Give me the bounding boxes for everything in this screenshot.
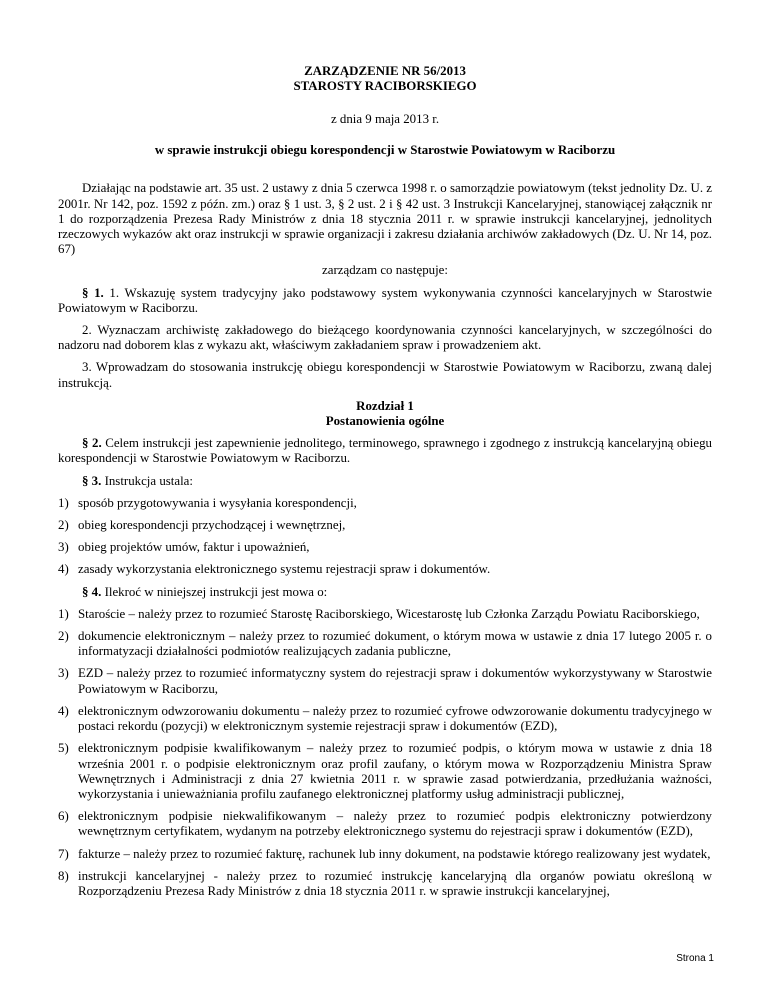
section-3-list bbox=[58, 496, 712, 578]
section-1-paragraph-1 bbox=[58, 286, 712, 316]
decree-clause: zarządzam co następuje: bbox=[322, 263, 448, 278]
chapter-number: Rozdział 1 bbox=[356, 398, 414, 413]
list-item bbox=[58, 518, 712, 533]
section-3-label: § 3. bbox=[82, 473, 102, 488]
list-item-number: 1) bbox=[58, 495, 69, 510]
list-item bbox=[58, 809, 712, 839]
list-item bbox=[58, 629, 712, 659]
list-item-number: 4) bbox=[58, 703, 69, 718]
section-2-text: Celem instrukcji jest zapewnienie jednolitego, terminowego, sprawnego i zgodnego z instrukcją kancelaryjną obiegu korespondencji w Starostwie Powiatowym w Raciborzu. bbox=[58, 436, 712, 466]
list-item bbox=[58, 847, 712, 862]
list-item bbox=[58, 562, 712, 577]
list-item-text: Staroście – należy przez to rozumieć Starostę Raciborskiego, Wicestarostę lub Członka Zarządu Powiatu Raciborskiego, bbox=[78, 606, 700, 621]
list-item-number: 3) bbox=[58, 666, 69, 681]
list-item bbox=[58, 540, 712, 555]
list-item-text: EZD – należy przez to rozumieć informatyczny system do rejestracji spraw i dokumentów wykorzystywany w Starostwie Powiatowym w Raciborzu, bbox=[78, 666, 712, 696]
section-3-text: Instrukcja ustala: bbox=[101, 473, 193, 488]
list-item-number: 7) bbox=[58, 846, 69, 861]
list-item-number: 6) bbox=[58, 809, 69, 824]
list-item-number: 2) bbox=[58, 629, 69, 644]
page-number: Strona 1 bbox=[676, 953, 714, 964]
section-1-label: § 1. bbox=[82, 285, 104, 300]
list-item-text: instrukcji kancelaryjnej - należy przez to rozumieć instrukcję kancelaryjną dla organów powiatu określoną w Rozporządzeniu Prezesa Rady Ministrów z dnia 18 stycznia 2011 r. w sprawie instrukcji kancelaryjnej, bbox=[78, 868, 712, 898]
list-item bbox=[58, 496, 712, 511]
list-item bbox=[58, 741, 712, 802]
list-item-text: obieg korespondencji przychodzącej i wewnętrznej, bbox=[78, 518, 346, 533]
list-item-text: elektronicznym odwzorowaniu dokumentu – należy przez to rozumieć cyfrowe odwzorowanie dokumentu tradycyjnego w postaci rekordu (pozycji) w elektronicznym systemie rejestracji spraw i dokumentów (EZD), bbox=[78, 703, 712, 734]
list-item-text: zasady wykorzystania elektronicznego systemu rejestracji spraw i dokumentów. bbox=[78, 562, 491, 577]
section-2-label: § 2. bbox=[82, 436, 102, 451]
section-3-paragraph bbox=[58, 474, 712, 489]
section-2-paragraph bbox=[58, 436, 712, 466]
list-item-number: 4) bbox=[58, 562, 69, 577]
list-item bbox=[58, 666, 712, 696]
list-item-number: 8) bbox=[58, 868, 69, 883]
list-item bbox=[58, 704, 712, 734]
legal-basis-paragraph: Działając na podstawie art. 35 ust. 2 ustawy z dnia 5 czerwca 1998 r. o samorządzie powiatowym (tekst jednolity Dz. U. z 2001r. Nr 142, poz. 1592 z późn. zm.) oraz § 1 ust. 3, § 2 ust. 2 i § 42 ust. 3 Instrukcji Kancelaryjnej, stanowiącej załącznik nr 1 do rozporządzenia Prezesa Rady Ministrów z dnia 18 stycznia 2011 r. w sprawie instrukcji kancelaryjnej, jednolitych rzeczowych wykazów akt oraz instrukcji w sprawie organizacji i zakresu działania archiwów zakładowych (Dz. U. Nr 14, poz. 67) bbox=[58, 181, 713, 257]
list-item-text: elektronicznym podpisie niekwalifikowanym – należy przez to rozumieć podpis elektroniczny potwierdzony wewnętrznym certyfikatem, wydanym na potrzeby elektronicznego systemu do rejestracji spraw i dokumentów (EZD), bbox=[78, 809, 712, 839]
list-item bbox=[58, 869, 712, 899]
section-4-list bbox=[58, 607, 712, 899]
section-4-paragraph bbox=[58, 585, 712, 600]
section-4-text: Ilekroć w niniejszej instrukcji jest mowa o: bbox=[101, 584, 328, 599]
section-1-paragraph-2: 2. Wyznaczam archiwistę zakładowego do bieżącego koordynowania czynności kancelaryjnych, w szczególności do nadzoru nad doborem klas z wykazu akt, właściwym zakładaniem spraw i prowadzeniem akt. bbox=[58, 323, 712, 353]
chapter-name: Postanowienia ogólne bbox=[325, 414, 445, 429]
document-page bbox=[58, 64, 712, 899]
document-date: z dnia 9 maja 2013 r. bbox=[330, 112, 440, 126]
document-subject: w sprawie instrukcji obiegu korespondencji w Starostwie Powiatowym w Raciborzu bbox=[154, 143, 616, 158]
section-4-label: § 4. bbox=[82, 584, 102, 599]
list-item-text: obieg projektów umów, faktur i upoważnień, bbox=[78, 540, 310, 555]
list-item-number: 5) bbox=[58, 741, 69, 756]
section-1-p1-text: 1. Wskazuję system tradycyjny jako podstawowy system wykonywania czynności kancelaryjnych w Starostwie Powiatowym w Raciborzu. bbox=[58, 285, 712, 315]
list-item-number: 1) bbox=[58, 606, 69, 621]
document-title-line2: STAROSTY RACIBORSKIEGO bbox=[293, 79, 477, 93]
list-item-text: fakturze – należy przez to rozumieć fakturę, rachunek lub inny dokument, na podstawie którego realizowany jest wydatek, bbox=[78, 846, 711, 861]
list-item-text: sposób przygotowywania i wysyłania korespondencji, bbox=[78, 495, 357, 510]
list-item-text: elektronicznym podpisie kwalifikowanym – należy przez to rozumieć podpis, o którym mowa w ustawie z dnia 18 września 2001 r. o podpisie elektronicznym oraz profil zaufany, o którym mowa w Rozporządzeniu Ministra Spraw Wewnętrznych i Administracji z dnia 27 kwietnia 2011 r. w sprawie zasad potwierdzania, przedłużania ważności, wykorzystania i unieważniania profilu zaufanego elektronicznej platformy usług administracji publicznej, bbox=[78, 741, 712, 801]
list-item-number: 3) bbox=[58, 540, 69, 555]
list-item-number: 2) bbox=[58, 518, 69, 533]
list-item-text: dokumencie elektronicznym – należy przez to rozumieć dokument, o którym mowa w ustawie z dnia 17 lutego 2005 r. o informatyzacji działalności podmiotów realizujących zadania publiczne, bbox=[78, 629, 712, 659]
list-item bbox=[58, 607, 712, 622]
document-title-line1: ZARZĄDZENIE NR 56/2013 bbox=[304, 64, 466, 78]
section-1-paragraph-3: 3. Wprowadzam do stosowania instrukcję obiegu korespondencji w Starostwie Powiatowym w Raciborzu, zwaną dalej instrukcją. bbox=[58, 360, 712, 390]
